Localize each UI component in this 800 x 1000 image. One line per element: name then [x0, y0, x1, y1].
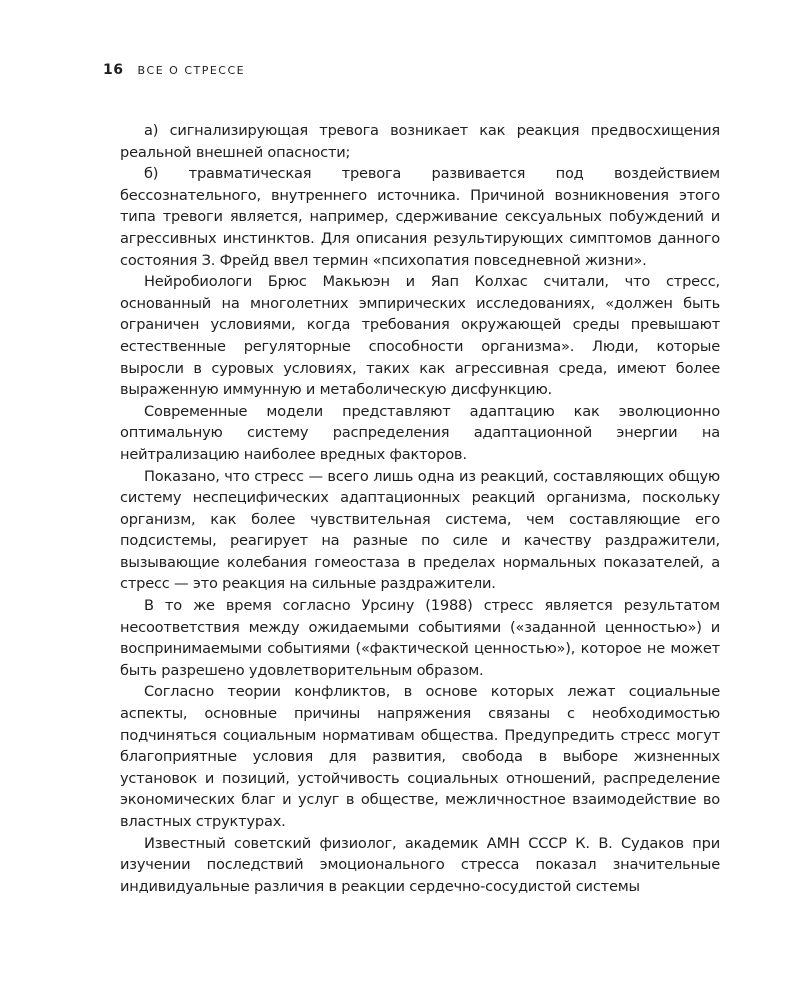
- paragraph: Нейробиологи Брюс Макьюэн и Яап Колхас считали, что стресс, основанный на многолетних эмпирических исследованиях, «должен быть ограничен условиями, когда требования окружающей среды превышают естественные регуляторные способности организма». Люди, которые выросли в суровых условиях, таких как агрессивная среда, имеют более выраженную иммунную и метаболическую дисфункцию.: [120, 273, 720, 399]
- running-title: ВСЕ О СТРЕССЕ: [137, 64, 246, 77]
- body-text: [120, 120, 720, 897]
- paragraph: а) сигнализирующая тревога возникает как реакция предвосхищения реальной внешней опасности;: [120, 122, 720, 161]
- paragraph: Современные модели представляют адаптацию как эволюционно оптимальную систему распределения адаптационной энергии на нейтрализацию наиболее вредных факторов.: [120, 402, 720, 463]
- paragraph: В то же время согласно Урсину (1988) стресс является результатом несоответствия между ожидаемыми событиями («заданной ценностью») и воспринимаемыми событиями («фактической ценностью»), которое не может быть разрешено удовлетворительным образом.: [120, 597, 720, 679]
- paragraph: Согласно теории конфликтов, в основе которых лежат социальные аспекты, основные причины напряжения связаны с необходимостью подчиняться социальным нормативам общества. Предупредить стресс могут благоприятные условия для развития, свобода в выборе жизненных установок и позиций, устойчивость социальных отношений, распределение экономических благ и услуг в обществе, межличностное взаимодействие во властных структурах.: [120, 683, 720, 830]
- paragraph: Известный советский физиолог, академик АМН СССР К. В. Судаков при изучении последствий эмоционального стресса показал значительные индивидуальные различия в реакции сердечно-сосудистой системы: [120, 834, 720, 895]
- page-header: [103, 62, 245, 78]
- paragraph: Показано, что стресс — всего лишь одна из реакций, составляющих общую систему неспецифических адаптационных реакций организма, поскольку организм, как более чувствительная система, чем составляющие его подсистемы, реагирует на разные по силе и качеству раздражители, вызывающие колебания гомеостаза в пределах нормальных показателей, а стресс — это реакция на сильные раздражители.: [120, 467, 720, 593]
- paragraph: б) травматическая тревога развивается под воздействием бессознательного, внутреннего источника. Причиной возникновения этого типа тревоги является, например, сдерживание сексуальных побуждений и агрессивных инстинктов. Для описания результирующих симптомов данного состояния З. Фрейд ввел термин «психопатия повседневной жизни».: [120, 165, 720, 269]
- page-number: 16: [103, 62, 124, 78]
